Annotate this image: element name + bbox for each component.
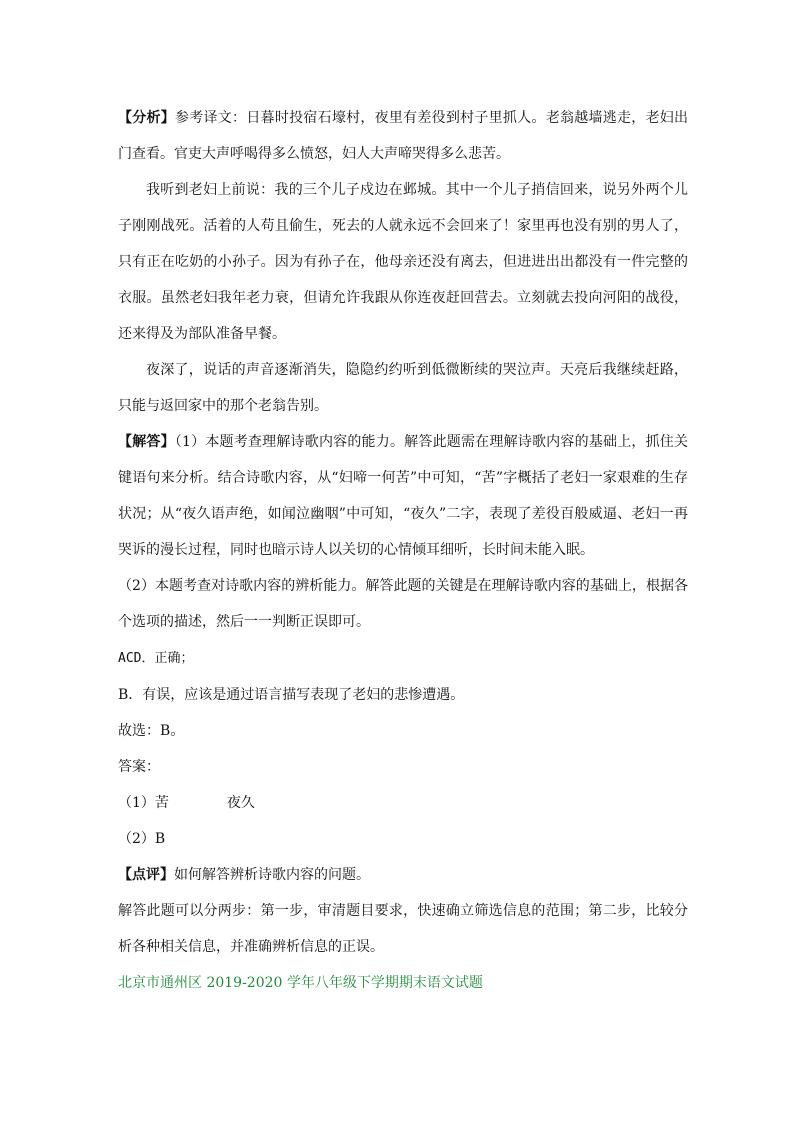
solution-tag: 【解答】 bbox=[118, 434, 175, 450]
option-acd bbox=[118, 640, 688, 677]
choice-line: 故选：B。 bbox=[118, 723, 185, 739]
comment-text: 如何解答辨析诗歌内容的问题。 bbox=[174, 867, 370, 883]
answer-1 bbox=[118, 785, 688, 821]
answer-1-second: 夜久 bbox=[226, 795, 255, 811]
answers-label: 答案： bbox=[118, 759, 160, 775]
answer-2: （2）B bbox=[118, 831, 166, 847]
comment-paragraph bbox=[118, 857, 688, 893]
solution-part2: （2）本题考查对诗歌内容的辨析能力。解答此题的关键是在理解诗歌内容的基础上，根据各个选项的描述，然后一一判断正误即可。 bbox=[118, 578, 688, 630]
solution-part1-text: （1）本题考查理解诗歌内容的能力。解答此题需在理解诗歌内容的基础上，抓住关键语句来分析。结合诗歌内容，从“妇啼一何苦”中可知，“苦”字概括了老妇一家艰难的生存状况；从“夜久语声绝，如闻泣幽咽”中可知，“夜久”二字，表现了差役百般威逼、老妇一再哭诉的漫长过程，同时也暗示诗人以关切的心情倾耳细听，长时间未能入眠。 bbox=[118, 434, 689, 558]
option-b: B．有误，应该是通过语言描写表现了老妇的悲惨遭遇。 bbox=[118, 687, 465, 703]
analysis-paragraph bbox=[118, 100, 688, 172]
source-line: 北京市通州区 2019-2020 学年八年级下学期期末语文试题 bbox=[118, 975, 483, 991]
translation-paragraph-3: 夜深了，说话的声音逐渐消失，隐隐约约听到低微断续的哭泣声。天亮后我继续赶路，只能与返回家中的那个老翁告别。 bbox=[118, 362, 688, 414]
answer-1-first: （1）苦 bbox=[118, 795, 169, 811]
analysis-text: 参考译文：日暮时投宿石壕村，夜里有差役到村子里抓人。老翁越墙逃走，老妇出门查看。官吏大声呼喝得多么愤怒，妇人大声啼哭得多么悲苦。 bbox=[118, 110, 689, 162]
comment-method: 解答此题可以分两步：第一步，审清题目要求，快速确立筛选信息的范围；第二步，比较分析各种相关信息，并准确辨析信息的正误。 bbox=[118, 903, 688, 955]
document-page bbox=[118, 100, 688, 1001]
comment-tag: 【点评】 bbox=[118, 867, 174, 883]
solution-part1 bbox=[118, 424, 688, 568]
translation-paragraph-2: 我听到老妇上前说：我的三个儿子戍边在邺城。其中一个儿子捎信回来，说另外两个儿子刚刚战死。活着的人苟且偷生，死去的人就永远不会回来了！家里再也没有别的男人了，只有正在吃奶的小孙子。因为有孙子在，他母亲还没有离去，但进进出出都没有一件完整的衣服。虽然老妇我年老力衰，但请允许我跟从你连夜赶回营去。立刻就去投向河阳的战役，还来得及为部队准备早餐。 bbox=[118, 182, 688, 342]
analysis-tag: 【分析】 bbox=[118, 110, 176, 126]
option-acd-text: ACD．正确； bbox=[118, 651, 194, 666]
